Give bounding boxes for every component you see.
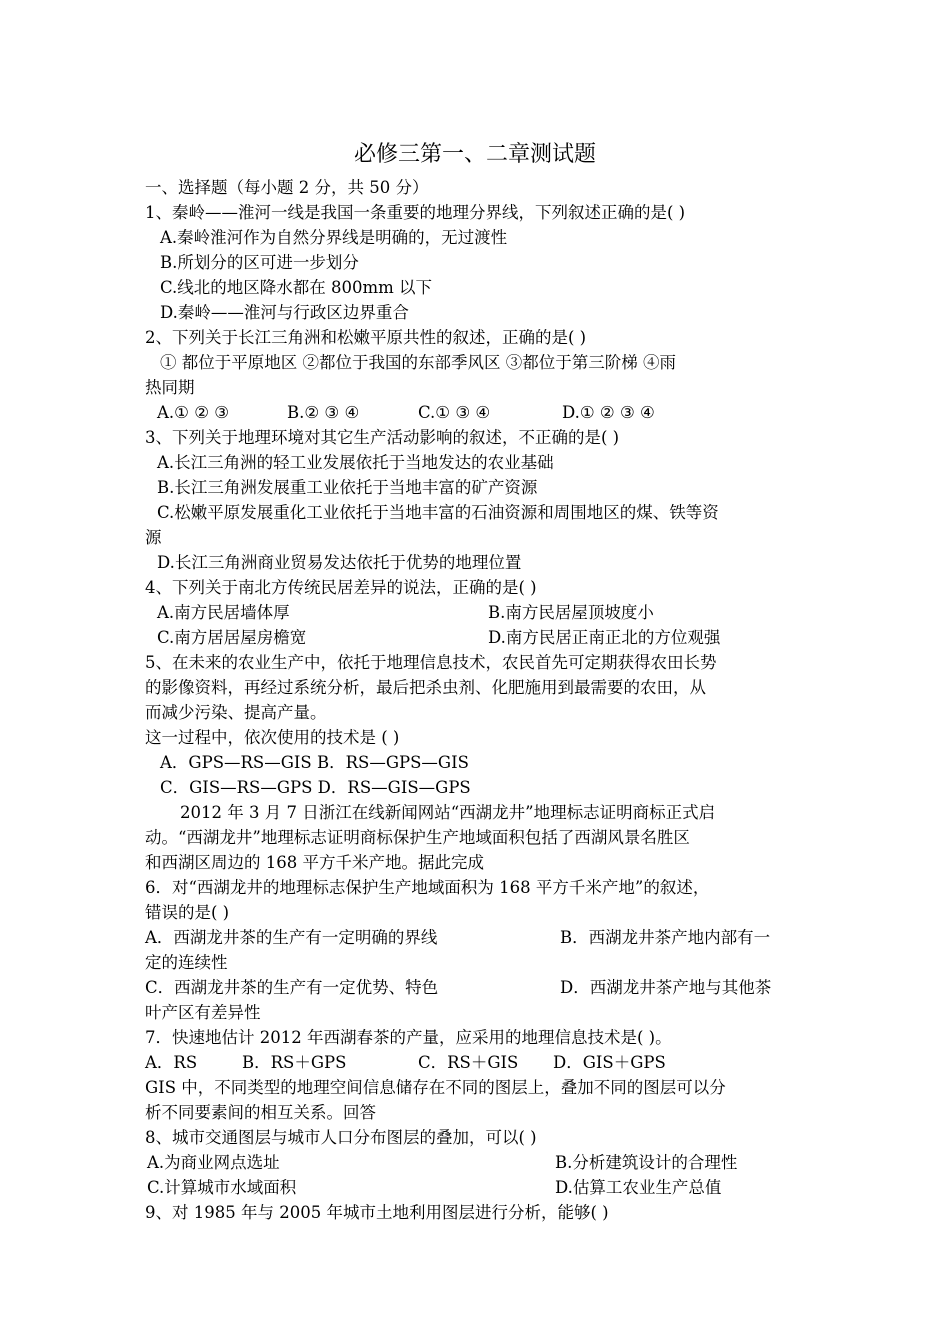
question-5-intro: 5、在未来的农业生产中，依托于地理信息技术，农民首先可定期获得农田长势 bbox=[145, 653, 717, 672]
question-6-option-b-cont: 定的连续性 bbox=[145, 953, 228, 972]
question-6-options-row1 bbox=[0, 925, 950, 950]
question-7-option-b: B．RS＋GPS bbox=[242, 1053, 347, 1072]
question-4-stem: 4、下列关于南北方传统民居差异的说法，正确的是( ) bbox=[145, 578, 537, 597]
question-6-option-a: A．西湖龙井茶的生产有一定明确的界线 bbox=[145, 928, 438, 947]
question-7-option-a: A．RS bbox=[145, 1053, 198, 1072]
question-4-options-row2 bbox=[0, 625, 950, 650]
question-6-options-row2 bbox=[0, 975, 950, 1000]
question-7-option-d: D．GIS＋GPS bbox=[553, 1053, 666, 1072]
section-heading: 一、选择题（每小题 2 分，共 50 分） bbox=[145, 178, 429, 197]
question-6-stem: 6．对“西湖龙井的地理标志保护生产地域面积为 168 平方千米产地”的叙述， bbox=[145, 878, 710, 897]
question-5-options-ab: A．GPS—RS—GIS B．RS—GPS—GIS bbox=[160, 753, 469, 772]
question-6-stem-cont: 错误的是( ) bbox=[145, 903, 230, 922]
question-4-option-b: B.南方民居屋顶坡度小 bbox=[488, 603, 654, 622]
question-7-option-c: C．RS＋GIS bbox=[418, 1053, 519, 1072]
question-8-option-a: A.为商业网点选址 bbox=[147, 1153, 280, 1172]
passage-1-line: 2012 年 3 月 7 日浙江在线新闻网站“西湖龙井”地理标志证明商标正式启 bbox=[180, 803, 716, 822]
question-6-option-d: D．西湖龙井茶产地与其他茶 bbox=[560, 978, 772, 997]
question-6-option-b: B．西湖龙井茶产地内部有一 bbox=[560, 928, 771, 947]
question-6-option-c: C．西湖龙井茶的生产有一定优势、特色 bbox=[145, 978, 439, 997]
question-8-options-row1 bbox=[0, 1150, 950, 1175]
question-4-option-d: D.南方民居正南正北的方位观强 bbox=[488, 628, 721, 647]
question-3-stem: 3、下列关于地理环境对其它生产活动影响的叙述，不正确的是( ) bbox=[145, 428, 620, 447]
question-1-option-b: B.所划分的区可进一步划分 bbox=[160, 253, 359, 272]
question-8-option-b: B.分析建筑设计的合理性 bbox=[555, 1153, 738, 1172]
question-2-statements-cont: 热同期 bbox=[145, 378, 195, 397]
question-3-option-c: C.松嫩平原发展重化工业依托于当地丰富的石油资源和周围地区的煤、铁等资 bbox=[157, 503, 719, 522]
question-5-intro-end: 而减少污染、提高产量。 bbox=[145, 703, 327, 722]
question-8-options-row2 bbox=[0, 1175, 950, 1200]
question-2-option-b: B.② ③ ④ bbox=[287, 403, 360, 422]
question-5-intro-cont: 的影像资料，再经过系统分析，最后把杀虫剂、化肥施用到最需要的农田，从 bbox=[145, 678, 706, 697]
question-3-option-c-cont: 源 bbox=[145, 528, 162, 547]
question-1-option-c: C.线北的地区降水都在 800mm 以下 bbox=[160, 278, 433, 297]
question-2-option-d: D.① ② ③ ④ bbox=[562, 403, 655, 422]
passage-1-line: 和西湖区周边的 168 平方千米产地。据此完成 bbox=[145, 853, 484, 872]
question-3-option-a: A.长江三角洲的轻工业发展依托于当地发达的农业基础 bbox=[157, 453, 554, 472]
question-8-option-d: D.估算工农业生产总值 bbox=[555, 1178, 722, 1197]
passage-2-line: GIS 中，不同类型的地理空间信息储存在不同的图层上，叠加不同的图层可以分 bbox=[145, 1078, 726, 1097]
question-3-option-d: D.长江三角洲商业贸易发达依托于优势的地理位置 bbox=[157, 553, 522, 572]
question-9-stem: 9、对 1985 年与 2005 年城市土地利用图层进行分析，能够( ) bbox=[145, 1203, 609, 1222]
question-7-options bbox=[0, 1050, 950, 1075]
question-2-option-c: C.① ③ ④ bbox=[418, 403, 491, 422]
passage-1-line: 动。“西湖龙井”地理标志证明商标保护生产地域面积包括了西湖风景名胜区 bbox=[145, 828, 690, 847]
question-5-options-cd: C．GIS—RS—GPS D．RS—GIS—GPS bbox=[160, 778, 471, 797]
question-2-option-a: A.① ② ③ bbox=[157, 403, 230, 422]
question-6-option-d-cont: 叶产区有差异性 bbox=[145, 1003, 261, 1022]
question-1-stem: 1、秦岭——淮河一线是我国一条重要的地理分界线，下列叙述正确的是( ) bbox=[145, 203, 686, 222]
question-8-option-c: C.计算城市水域面积 bbox=[147, 1178, 297, 1197]
question-7-stem: 7．快速地估计 2012 年西湖春茶的产量，应采用的地理信息技术是( )。 bbox=[145, 1028, 672, 1047]
question-2-statements: ① 都位于平原地区 ②都位于我国的东部季风区 ③都位于第三阶梯 ④雨 bbox=[160, 353, 676, 372]
question-4-options-row1 bbox=[0, 600, 950, 625]
question-1-option-a: A.秦岭淮河作为自然分界线是明确的，无过渡性 bbox=[160, 228, 508, 247]
passage-2-line: 析不同要素间的相互关系。回答 bbox=[145, 1103, 376, 1122]
question-3-option-b: B.长江三角洲发展重工业依托于当地丰富的矿产资源 bbox=[157, 478, 538, 497]
question-2-options bbox=[0, 400, 950, 425]
question-2-stem: 2、下列关于长江三角洲和松嫩平原共性的叙述，正确的是( ) bbox=[145, 328, 587, 347]
question-1-option-d: D.秦岭——淮河与行政区边界重合 bbox=[160, 303, 409, 322]
page-title: 必修三第一、二章测试题 bbox=[353, 142, 596, 167]
question-4-option-c: C.南方居居屋房檐宽 bbox=[157, 628, 307, 647]
question-4-option-a: A.南方民居墙体厚 bbox=[157, 603, 290, 622]
question-5-stem: 这一过程中，依次使用的技术是 ( ) bbox=[145, 728, 400, 747]
question-8-stem: 8、城市交通图层与城市人口分布图层的叠加，可以( ) bbox=[145, 1128, 537, 1147]
